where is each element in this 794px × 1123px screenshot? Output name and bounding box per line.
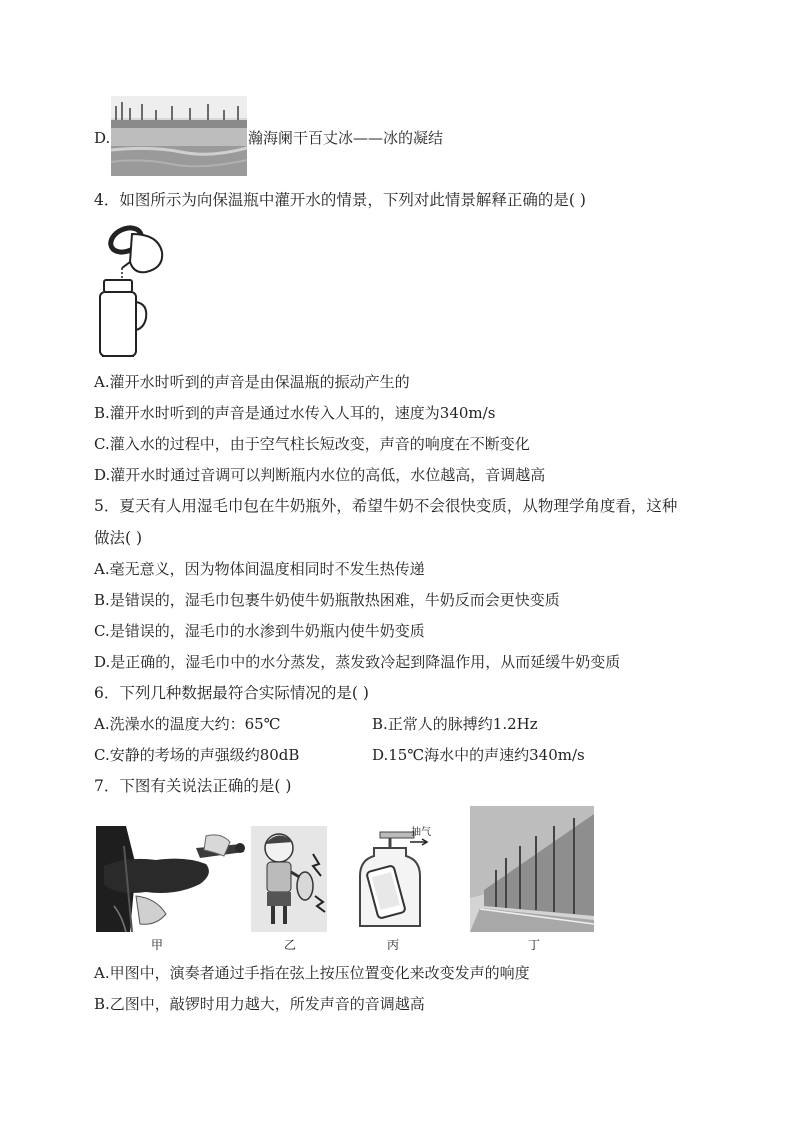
caption-yi: 乙 [284, 938, 297, 952]
q5-stem-line2: 做法( ) [94, 529, 143, 547]
sound-barrier-photo [470, 806, 594, 932]
option-d-prev-label: D. [94, 129, 111, 147]
q7-stem: 7．下图有关说法正确的是( ) [94, 777, 292, 795]
q6-option-d: D.15℃海水中的声速约340m/s [372, 746, 585, 764]
q6-stem: 6．下列几种数据最符合实际情况的是( ) [94, 684, 369, 702]
q5-option-c: C.是错误的，湿毛巾的水渗到牛奶瓶内使牛奶变质 [94, 622, 425, 640]
frozen-lake-photo [111, 96, 247, 176]
bell-jar-phone-figure [354, 826, 434, 932]
option-d-prev-text: 瀚海阑干百丈冰——冰的凝结 [248, 129, 444, 147]
q6-option-a: A.洗澡水的温度大约：65℃ [94, 715, 281, 733]
violin-figure [96, 826, 246, 932]
q5-option-d: D.是正确的，湿毛巾中的水分蒸发，蒸发致冷起到降温作用，从而延缓牛奶变质 [94, 653, 621, 671]
q7-option-b: B.乙图中，敲锣时用力越大，所发声音的音调越高 [94, 995, 425, 1013]
caption-jia: 甲 [151, 938, 164, 952]
thermos-kettle-figure [96, 222, 166, 360]
q5-option-b: B.是错误的，湿毛巾包裹牛奶使牛奶瓶散热困难，牛奶反而会更快变质 [94, 591, 560, 609]
q4-stem: 4．如图所示为向保温瓶中灌开水的情景，下列对此情景解释正确的是( ) [94, 191, 586, 209]
gong-boy-figure [251, 826, 327, 932]
q5-stem-line1: 5．夏天有人用湿毛巾包在牛奶瓶外，希望牛奶不会很快变质，从物理学角度看，这种 [94, 497, 678, 515]
q4-option-c: C.灌入水的过程中，由于空气柱长短改变，声音的响度在不断变化 [94, 435, 530, 453]
q7-option-a: A.甲图中，演奏者通过手指在弦上按压位置变化来改变发声的响度 [94, 964, 530, 982]
pump-label: 抽气 [411, 827, 431, 838]
option-d-prev [94, 128, 110, 148]
q5-option-a: A.毫无意义，因为物体间温度相同时不发生热传递 [94, 560, 425, 578]
q4-option-b: B.灌开水时听到的声音是通过水传入人耳的，速度为340m/s [94, 404, 496, 422]
q6-option-c: C.安静的考场的声强级约80dB [94, 746, 300, 764]
q6-option-b: B.正常人的脉搏约1.2Hz [372, 715, 538, 733]
q4-option-a: A.灌开水时听到的声音是由保温瓶的振动产生的 [94, 373, 410, 391]
q4-option-d: D.灌开水时通过音调可以判断瓶内水位的高低，水位越高，音调越高 [94, 466, 546, 484]
caption-ding: 丁 [528, 938, 541, 952]
caption-bing: 丙 [387, 938, 400, 952]
